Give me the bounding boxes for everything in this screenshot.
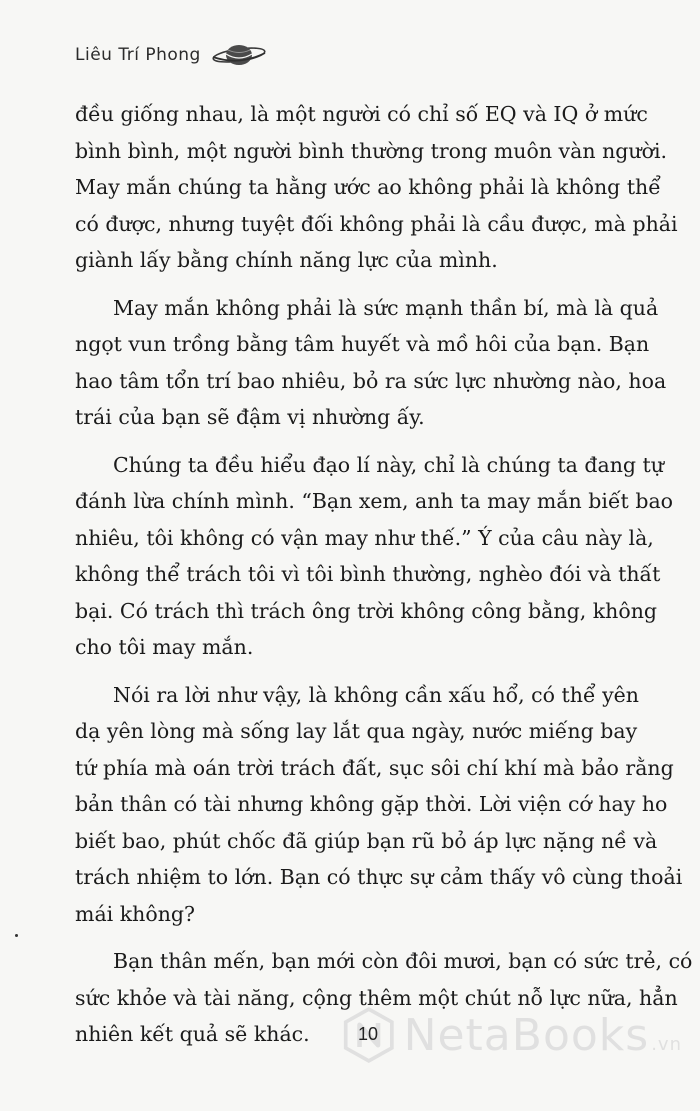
text-line: bại. Có trách thì trách ông trời không công bằng, không (75, 598, 658, 623)
text-line: nhiêu, tôi không có vận may như thế.” Ý của câu này là, (75, 525, 654, 550)
running-header (75, 40, 267, 70)
text-line: dạ yên lòng mà sống lay lắt qua ngày, nước miếng bay (75, 719, 638, 743)
watermark-brand (404, 1010, 682, 1061)
text-line: sức khỏe và tài năng, cộng thêm một chút nỗ lực nữa, hẳn (75, 985, 678, 1010)
text-line: biết bao, phút chốc đã giúp bạn rũ bỏ áp lực nặng nề và (75, 828, 658, 853)
scan-speck (15, 934, 18, 937)
text-line: cho tôi may mắn. (75, 635, 254, 659)
text-line: trái của bạn sẽ đậm vị nhường ấy. (75, 405, 425, 429)
netabooks-watermark (342, 996, 682, 1074)
text-line: hao tâm tổn trí bao nhiêu, bỏ ra sức lực nhường nào, hoa (75, 368, 667, 393)
paragraph-4 (75, 677, 683, 933)
paragraph-1 (75, 96, 678, 279)
author-name: Liêu Trí Phong (75, 45, 201, 65)
page-number: 10 (358, 1024, 379, 1044)
text-line: bản thân có tài nhưng không gặp thời. Lời viện cớ hay ho (75, 792, 668, 816)
text-line: Bạn thân mến, bạn mới còn đôi mươi, bạn có sức trẻ, có (113, 949, 693, 973)
text-line: nhiên kết quả sẽ khác. (75, 1022, 310, 1046)
text-line: ngọt vun trồng bằng tâm huyết và mồ hôi của bạn. Bạn (75, 332, 650, 356)
text-line: có được, nhưng tuyệt đối không phải là cầu được, mà phải (75, 211, 678, 236)
text-line: trách nhiệm to lớn. Bạn có thực sự cảm thấy vô cùng thoải (75, 865, 683, 889)
paragraph-2 (75, 290, 667, 436)
text-line: không thể trách tôi vì tôi bình thường, nghèo đói và thất (75, 562, 661, 586)
planet-ornament-icon (211, 40, 267, 70)
watermark-brand-text: NetaBooks (403, 1009, 650, 1061)
text-line: May mắn chúng ta hằng ước ao không phải là không thể (75, 175, 661, 199)
text-line: May mắn không phải là sức mạnh thần bí, mà là quả (113, 295, 659, 320)
text-line: Chúng ta đều hiểu đạo lí này, chỉ là chúng ta đang tự (113, 452, 664, 477)
text-line: Nói ra lời như vậy, là không cần xấu hổ, có thể yên (113, 682, 639, 707)
text-line: đều giống nhau, là một người có chỉ số EQ và IQ ở mức (75, 102, 648, 126)
text-line: đánh lừa chính mình. “Bạn xem, anh ta may mắn biết bao (75, 489, 674, 513)
text-line: giành lấy bằng chính năng lực của mình. (75, 248, 498, 272)
text-line: bình bình, một người bình thường trong muôn vàn người. (75, 138, 668, 163)
text-line: tứ phía mà oán trời trách đất, sục sôi chí khí mà bảo rằng (75, 755, 674, 780)
text-line: mái không? (75, 901, 196, 926)
paragraph-3 (75, 447, 674, 666)
watermark-suffix: .vn (651, 1033, 682, 1055)
